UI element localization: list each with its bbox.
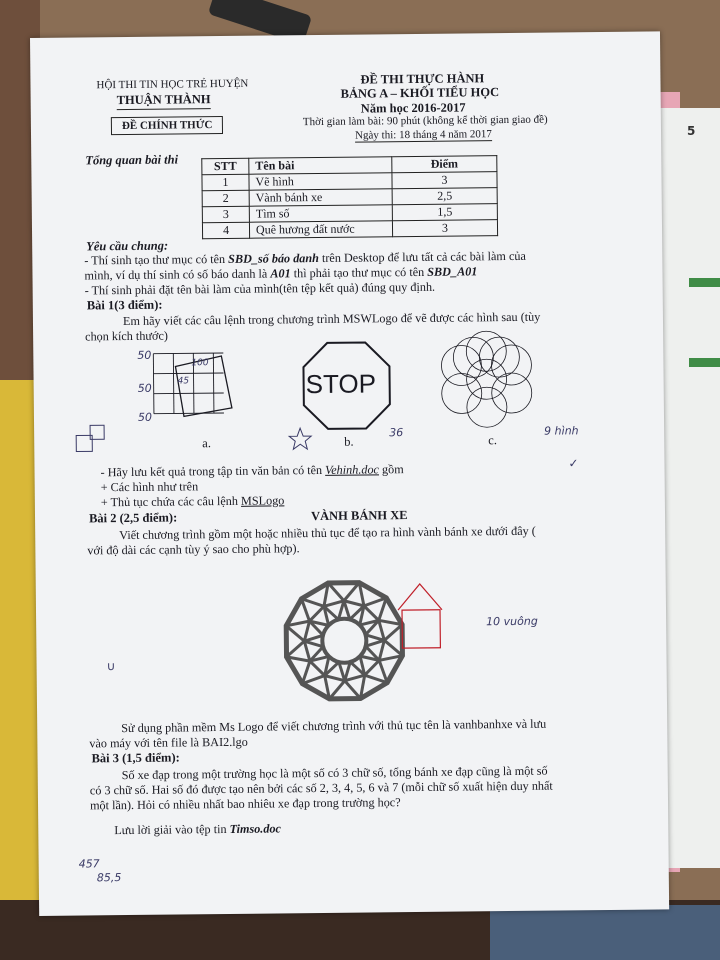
overview-heading: Tổng quan bài thi bbox=[85, 152, 179, 168]
note-50c: 50 bbox=[137, 410, 153, 424]
corner-note1: 457 bbox=[78, 857, 100, 871]
official-box: ĐỀ CHÍNH THỨC bbox=[111, 116, 224, 135]
note-50b: 50 bbox=[137, 381, 152, 395]
cell-stt: 3 bbox=[202, 206, 249, 222]
text: Lưu lời giải vào tệp tin bbox=[114, 821, 230, 838]
side-green-bar bbox=[689, 278, 720, 287]
task1-item1: + Các hình như trên bbox=[100, 479, 199, 495]
task2-desc1: Viết chương trình gồm một hoặc nhiều thủ tục để tạo ra hình vành bánh xe dưới đây ( bbox=[119, 523, 536, 543]
small-squares-sketch bbox=[74, 423, 114, 457]
cell-stt: 1 bbox=[202, 174, 249, 190]
filename: Timso.doc bbox=[229, 821, 281, 836]
cell-name: Vẽ hình bbox=[249, 173, 392, 190]
col-stt: STT bbox=[202, 158, 249, 174]
task1-item2 bbox=[101, 493, 285, 510]
note-50a: 50 bbox=[137, 348, 152, 362]
cell-stt: 4 bbox=[202, 222, 249, 238]
folder-name: SBD_số báo danh bbox=[228, 250, 319, 266]
check-mark: ✓ bbox=[568, 456, 579, 471]
side-page-number: 5 bbox=[687, 124, 696, 138]
text: trên Desktop để lưu tất cả các bài làm của bbox=[318, 248, 526, 265]
general-line3: - Thí sinh phải đặt tên bài làm của mình(tên tệp kết quả) đúng quy định. bbox=[84, 279, 436, 298]
note-100: 100 bbox=[191, 358, 209, 369]
task1-desc1: Em hãy viết các câu lệnh trong chương trình MSWLogo để vẽ được các hình sau (tùy bbox=[122, 309, 541, 329]
task1-heading: Bài 1(3 điểm): bbox=[86, 297, 163, 313]
task2-use2: vào máy với tên file là BAI2.lgo bbox=[89, 734, 248, 751]
exam-title: ĐỀ THI THỰC HÀNH bbox=[360, 71, 485, 87]
task3-heading: Bài 3 (1,5 điểm): bbox=[91, 750, 180, 766]
wheel-figure bbox=[280, 576, 409, 705]
cell-name: Vành bánh xe bbox=[249, 189, 392, 206]
task3-desc2: có 3 chữ số. Hai số đó được tạo nên bởi các số 2, 3, 4, 5, 6 và 7 (mỗi chữ số xuất hiện duy nhất bbox=[89, 778, 553, 798]
label-a: a. bbox=[202, 436, 212, 451]
background-blue-object bbox=[490, 905, 720, 960]
task2-heading: Bài 2 (2,5 điểm): bbox=[88, 510, 178, 526]
overview-table bbox=[201, 155, 498, 239]
cell-name: Tìm số bbox=[249, 205, 392, 222]
filename: Vehinh.doc bbox=[325, 462, 380, 477]
figure-c-circles bbox=[431, 329, 542, 430]
task1-desc2: chọn kích thước) bbox=[85, 328, 168, 344]
table-row bbox=[202, 220, 497, 239]
org-line2: THUẬN THÀNH bbox=[117, 92, 211, 110]
scribble-mark: ∪ bbox=[106, 659, 116, 674]
stop-text: STOP bbox=[305, 368, 377, 400]
text: - Hãy lưu kết quả trong tập tin văn bản có tên bbox=[100, 462, 326, 480]
text: gồm bbox=[378, 462, 404, 477]
cell-name: Quê hương đất nước bbox=[249, 221, 392, 238]
text: + Thủ tục chứa các câu lệnh bbox=[100, 493, 242, 510]
col-name: Tên bài bbox=[249, 157, 392, 174]
label-c: c. bbox=[488, 433, 497, 448]
task3-desc3: một lần). Hỏi có nhiều nhất bao nhiêu xe đạp trong trường học? bbox=[89, 795, 401, 813]
general-heading: Yêu cầu chung: bbox=[86, 238, 169, 254]
task2-desc2: với độ dài các cạnh tùy ý sao cho phù hợp). bbox=[87, 541, 300, 558]
sbd-example: A01 bbox=[270, 266, 291, 281]
task3-save-line bbox=[114, 821, 281, 838]
org-line1: HỘI THI TIN HỌC TRẺ HUYỆN bbox=[96, 77, 249, 92]
cell-points: 3 bbox=[392, 172, 497, 189]
red-house-sketch bbox=[396, 580, 447, 653]
exam-sheet bbox=[30, 31, 669, 916]
cell-points: 1,5 bbox=[392, 204, 497, 221]
text: - Thí sinh tạo thư mục có tên bbox=[84, 251, 229, 268]
task2-use1: Sử dụng phần mềm Ms Logo để viết chương trình với thủ tục tên là vanhbanhxe và lưu bbox=[121, 716, 547, 736]
corner-note2: 85,5 bbox=[96, 871, 122, 885]
note-9-circles: 9 hình bbox=[544, 424, 579, 438]
cell-points: 3 bbox=[392, 220, 497, 237]
exam-duration: Thời gian làm bài: 90 phút (không kể thời gian giao đề) bbox=[302, 113, 548, 129]
task1-save-line bbox=[100, 462, 403, 480]
folder-example: SBD_A01 bbox=[427, 264, 478, 279]
school-year: Năm học 2016-2017 bbox=[360, 100, 466, 116]
note-10-squares: 10 vuông bbox=[486, 614, 538, 629]
col-points: Điểm bbox=[392, 156, 497, 173]
task2-title: VÀNH BÁNH XE bbox=[310, 508, 408, 524]
note-36: 36 bbox=[389, 426, 404, 440]
task3-desc1: Số xe đạp trong một trường học là một số có 3 chữ số, tổng bánh xe đạp cũng là một số bbox=[121, 763, 548, 783]
software-name: MSLogo bbox=[240, 493, 285, 508]
star-sketch bbox=[288, 427, 312, 451]
cell-points: 2,5 bbox=[392, 188, 497, 205]
label-b: b. bbox=[344, 434, 354, 449]
note-45: 45 bbox=[177, 376, 190, 387]
text: mình, ví dụ thí sinh có số báo danh là bbox=[84, 266, 271, 283]
cell-stt: 2 bbox=[202, 190, 249, 206]
exam-level: BẢNG A – KHỐI TIỂU HỌC bbox=[340, 85, 500, 101]
text: thì phải tạo thư mục có tên bbox=[290, 264, 428, 281]
exam-date: Ngày thi: 18 tháng 4 năm 2017 bbox=[354, 128, 492, 142]
side-green-bar bbox=[689, 358, 720, 367]
